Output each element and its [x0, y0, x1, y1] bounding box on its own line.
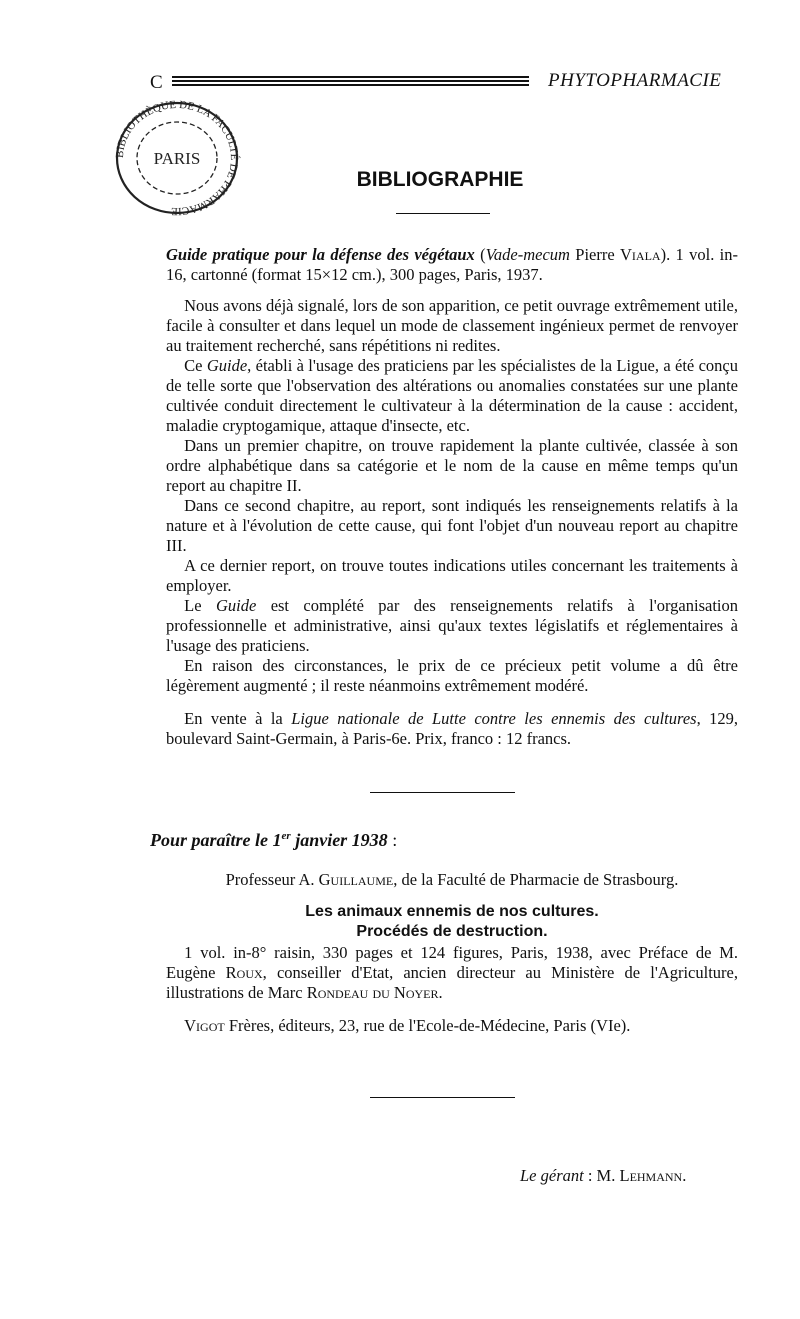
review-paragraph-3: Dans un premier chapitre, on trouve rapidement la plante cultivée, classée à son ordre alphabétique dans sa catégorie et le nom de la cause en même temps qu'un report au chapitre II.: [166, 436, 738, 495]
announce-author-affiliation: , de la Faculté de Pharmacie de Strasbourg.: [393, 870, 679, 889]
review-paragraph-1: Nous avons déjà signalé, lors de son apparition, ce petit ouvrage extrêmement utile, facile à consulter et dans lequel un mode de classement ingénieux permet de renvoyer au traitement recherché, sans répétitions ni redites.: [166, 296, 738, 355]
review-p2-guide: Guide: [206, 356, 248, 375]
review-book-details: ). 1 vol. in-16, cartonné (format 15×12 cm.), 300 pages, Paris, 1937.: [166, 245, 738, 284]
footer-colon: : M.: [583, 1166, 620, 1185]
announce-book-title-line-2: Procédés de destruction.: [356, 923, 548, 940]
library-stamp: [112, 98, 242, 218]
review-book-subtitle: Vade-mecum: [485, 245, 570, 264]
sale-league-name: Ligue nationale de Lutte contre les ennemis des cultures: [291, 709, 697, 728]
review-p6-text: est complété par des renseignements relatifs à l'organisation professionnelle et administrative, ainsi qu'aux textes législatifs et réglementaires à l'usage des praticiens.: [166, 596, 738, 655]
review-author-prefix: Pierre: [569, 245, 620, 264]
publisher-name: Vigot: [184, 1016, 225, 1035]
review-p6-prefix: Le: [184, 596, 216, 615]
review-book-title: Guide pratique pour la défense des végétaux: [166, 245, 475, 264]
review-citation: [166, 245, 738, 285]
footer-name: Lehmann: [619, 1166, 683, 1185]
announce-author-name: Guillaume: [318, 870, 394, 889]
header-section-letter: C: [150, 72, 163, 93]
stamp-ring-text: BIBLIOTHÈQUE DE LA FACULTÉ DE PHARMACIE: [113, 98, 241, 218]
announce-details: [166, 943, 738, 1036]
announce-publisher: [166, 1016, 738, 1036]
review-p6-guide: Guide: [215, 596, 257, 615]
announce-heading-colon: :: [387, 830, 398, 850]
announce-details-middle: , conseiller d'Etat, ancien directeur au Ministère de l'Agriculture, illustrations de Marc: [166, 963, 738, 1002]
announce-book-title-line-1: Les animaux ennemis de nos cultures.: [305, 903, 599, 920]
footer-end: .: [682, 1166, 687, 1185]
review-paragraph-7: En raison des circonstances, le prix de ce précieux petit volume a dû être légèrement augmenté ; il reste néanmoins extrêmement modéré.: [166, 656, 738, 695]
title-divider: [396, 213, 490, 214]
footer-label: Le gérant: [520, 1166, 584, 1185]
footer-divider: [370, 1097, 515, 1098]
review-paragraph-4: Dans ce second chapitre, au report, sont indiqués les renseignements relatifs à la nature et à l'évolution de cette cause, qui font l'objet d'un nouveau report au chapitre III.: [166, 496, 738, 555]
announce-preface-author: Roux: [225, 963, 263, 982]
review-sale-info: [166, 709, 738, 749]
page-title: BIBLIOGRAPHIE: [356, 168, 524, 191]
announce-heading-text: Pour paraître le 1: [150, 830, 282, 850]
sale-prefix: En vente à la: [184, 709, 292, 728]
review-p2-prefix: Ce: [184, 356, 207, 375]
announce-heading-sup: er: [281, 830, 291, 842]
announce-author-prefix: Professeur A.: [225, 870, 319, 889]
review-paragraph-5: A ce dernier report, on trouve toutes indications utiles concernant les traitements à employer.: [166, 556, 738, 595]
review-paragraph-2: [166, 356, 738, 436]
review-section: [166, 245, 738, 749]
header-rules: [172, 76, 529, 90]
footer-manager: [520, 1166, 686, 1186]
review-paragraph-6: [166, 596, 738, 656]
review-book-author: Viala: [620, 245, 661, 264]
stamp-center-text: PARIS: [153, 149, 201, 168]
announce-book-title: [166, 902, 738, 942]
section-divider: [370, 792, 515, 793]
announce-details-prefix: 1 vol. in-8° raisin, 330 pages et 124 figures, Paris, 1938, avec Préface de M. Eugène: [166, 943, 738, 982]
announce-heading: [150, 830, 397, 851]
announce-details-end: .: [438, 983, 443, 1002]
sale-address-price: , 129, boulevard Saint-Germain, à Paris-6e. Prix, franco : 12 francs.: [166, 709, 738, 748]
announce-author: [166, 870, 738, 890]
publisher-address: Frères, éditeurs, 23, rue de l'Ecole-de-Médecine, Paris (VIe).: [224, 1016, 631, 1035]
announce-illustrator: Rondeau du Noyer: [306, 983, 439, 1002]
announce-heading-date: janvier 1938: [290, 830, 388, 850]
review-p2-text: , établi à l'usage des praticiens par les spécialistes de la Ligue, a été conçu de telle sorte que l'observation des altérations ou anomalies constatées sur une plante cultivée conduit directement le cultivateur à la détermination de la cause : accident, maladie cryptogamique, attaque d'insecte, etc.: [166, 356, 738, 435]
journal-title: PHYTOPHARMACIE: [548, 70, 722, 91]
review-open-paren: (: [474, 245, 486, 264]
